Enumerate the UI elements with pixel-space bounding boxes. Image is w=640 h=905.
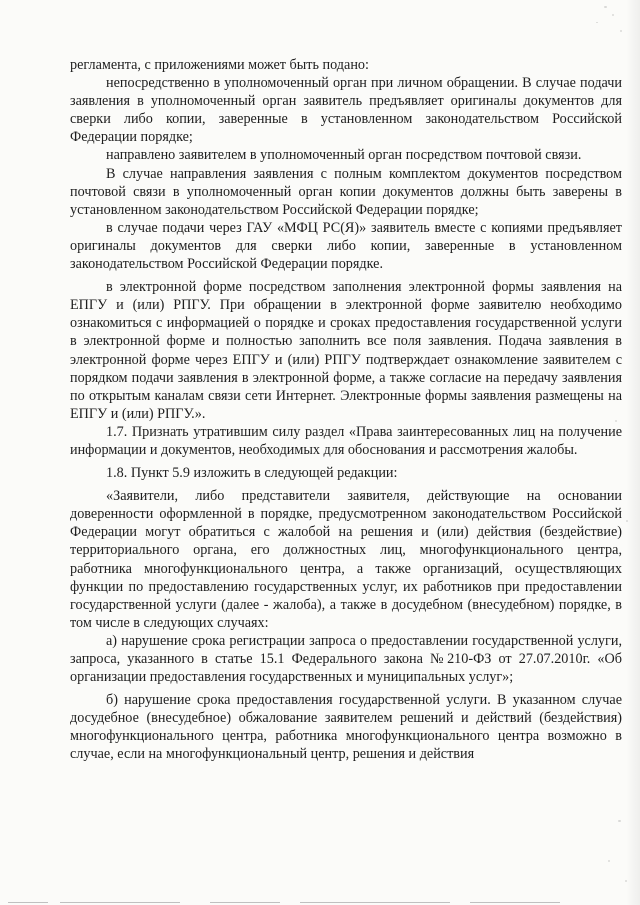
scan-speck	[608, 860, 610, 862]
paragraph: 1.8. Пункт 5.9 изложить в следующей редакции:	[106, 465, 398, 482]
scan-speck	[612, 14, 614, 16]
paragraph: направлено заявителем в уполномоченный орган посредством почтовой связи.	[106, 147, 582, 164]
document-body	[70, 56, 622, 764]
scan-speck	[604, 6, 607, 8]
scan-speck	[618, 820, 621, 822]
paragraph: регламента, с приложениями может быть подано:	[70, 57, 369, 73]
scan-bottom-edge	[0, 897, 640, 903]
paragraph: В случае направления заявления с полным комплектом документов посредством почтовой связи в уполномоченный орган копии документов должны быть заверены в установленном законодательством Российской Федерации порядке;	[70, 165, 622, 218]
scan-speck	[596, 22, 598, 23]
paragraph: непосредственно в уполномоченный орган при личном обращении. В случае подачи заявления в уполномоченный орган заявитель предъявляет оригиналы документов для сверки либо копии, заверенные в установленном законодательством Российской Федерации порядке;	[70, 75, 622, 146]
paragraph: 1.7. Признать утратившим силу раздел «Права заинтересованных лиц на получение информации и документов, необходимых для обоснования и рассмотрения жалобы.	[70, 423, 622, 458]
scan-speck	[625, 880, 627, 882]
scan-speck	[620, 30, 622, 32]
paragraph: в случае подачи через ГАУ «МФЦ РС(Я)» заявитель вместе с копиями предъявляет оригиналы документов для сверки либо копии, заверенные в установленном законодательством Российской Федерации порядке.	[70, 219, 622, 273]
scan-edge-shadow	[626, 0, 640, 905]
scan-speck	[626, 520, 628, 522]
list-item: б) нарушение срока предоставления государственной услуги. В указанном случае досудебное (внесудебное) обжалование заявителем решений и действий (бездействия) многофункционального центра, работника многофункционального центра возможно в случае, если на многофункциональный центр, решения и действия	[70, 692, 622, 763]
paragraph: в электронной форме посредством заполнения электронной формы заявления на ЕПГУ и (или) РПГУ. При обращении в электронной форме заявителю необходимо ознакомиться с информацией о порядке и сроках предоставления государственной услуги в электронной форме и полностью заполнить все поля заявления. Подача заявления в электронной форме через ЕПГУ и (или) РПГУ подтверждает ознакомление заявителем с порядком подачи заявления в электронной форме, а также согласие на передачу заявления по открытым каналам связи сети Интернет. Электронные формы заявления размещены на ЕПГУ и (или) РПГУ.».	[70, 279, 622, 422]
list-item: а) нарушение срока регистрации запроса о предоставлении государственной услуги, запроса, указанного в статье 15.1 Федерального закона №210-ФЗ от 27.07.2010г. «Об организации предоставления государственных и муниципальных услуг»;	[70, 632, 622, 686]
paragraph: «Заявители, либо представители заявителя, действующие на основании доверенности оформленной в порядке, предусмотренном законодательством Российской Федерации могут обратиться с жалобой на решения и (или) действия (бездействие) территориального органа, его должностных лиц, многофункционального центра, работника многофункционального центра, а также организаций, осуществляющих функции по предоставлению государственных услуг, их работников при предоставлении государственной услуги (далее - жалоба), а также в досудебном (внесудебном) порядке, в том числе в следующих случаях:	[70, 488, 622, 631]
